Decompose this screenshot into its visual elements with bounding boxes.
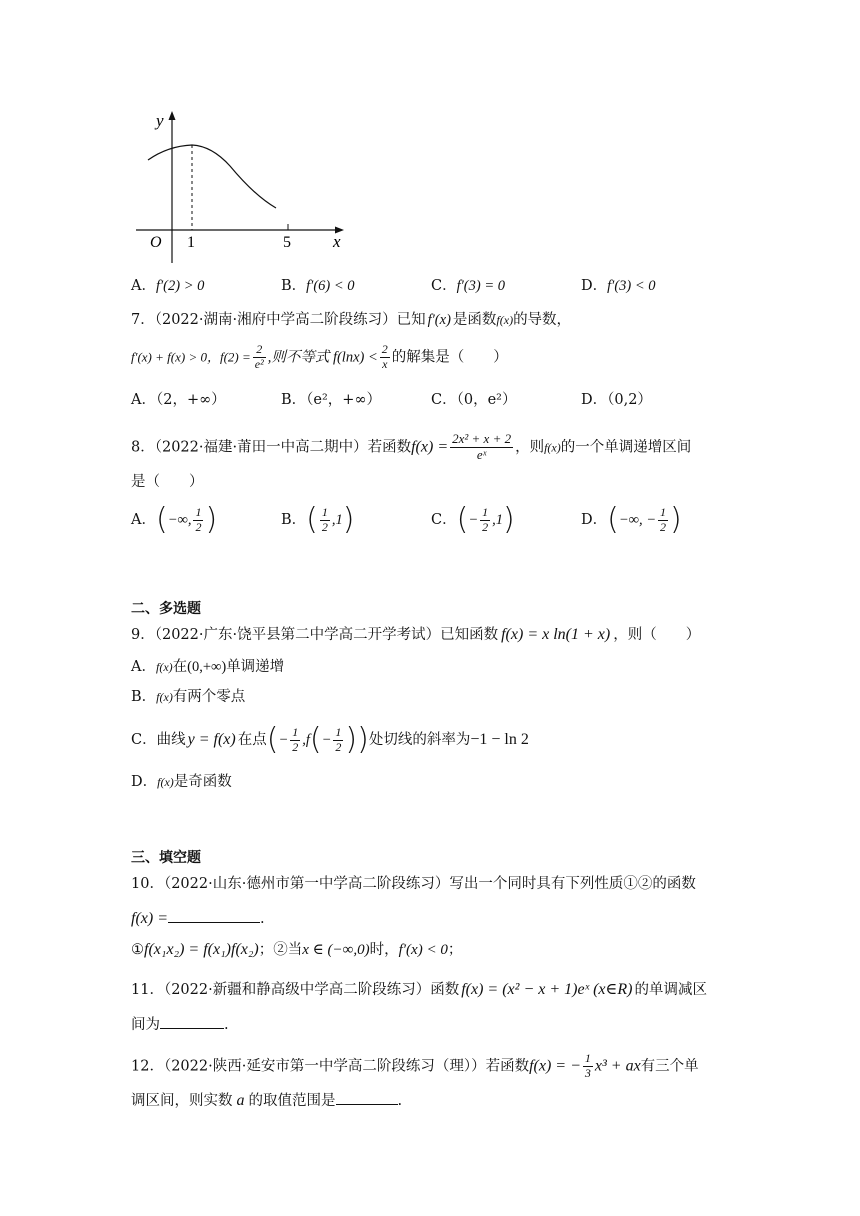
paren-right: ) <box>342 502 355 537</box>
q8-a-den: 2 <box>195 519 202 534</box>
q9-c-frac2 <box>333 726 343 755</box>
q8-a-frac <box>193 506 203 535</box>
q11-number: 11． <box>131 982 164 998</box>
q8-c-left: − <box>468 512 479 528</box>
paren-left: ( <box>266 722 279 757</box>
q9-c-frac1 <box>290 726 300 755</box>
q12-stem-line2 <box>131 1092 402 1109</box>
paren-left: ( <box>155 502 168 537</box>
q10-prop1: f(x₁x₂) = f(x₁)f(x₂) <box>144 941 259 958</box>
q11-tail: 的单调减区 <box>634 982 707 998</box>
q9-tail: ，则（ ） <box>613 627 701 643</box>
q8-c-num: 1 <box>482 504 489 519</box>
paren-left: ( <box>306 502 318 537</box>
paren-left-inner: ( <box>309 722 322 757</box>
tick-1-label: 1 <box>187 234 195 251</box>
q7-stem-line1 <box>131 313 571 328</box>
q12-tail: 有三个单 <box>640 1058 699 1075</box>
q10-prop-sep: ；②当 <box>258 942 303 958</box>
q8-stem-line1 <box>131 432 691 463</box>
q7-cond-den: e² <box>254 356 264 371</box>
q7-number: 7． <box>131 312 155 328</box>
q8-b-den: 2 <box>321 519 328 534</box>
q7-cond-frac <box>253 343 266 372</box>
curve <box>148 145 276 208</box>
q8-source: （2022·福建·莆田一中高二期中）若函数 <box>154 439 412 456</box>
q10-fx: f(x) = <box>131 910 168 927</box>
q9-c-den2: 2 <box>335 739 342 754</box>
q10-prop2-cond: x ∈ (−∞,0) <box>302 942 370 958</box>
q9-c-text1: 曲线 <box>156 732 186 748</box>
q11-end: . <box>224 1017 229 1033</box>
q12-number: 12． <box>131 1058 164 1075</box>
q8-a-num: 1 <box>195 504 202 519</box>
q9-b-expr: f(x) <box>156 690 173 704</box>
q7-fx: f(x) <box>496 313 514 327</box>
q7-cond1: f′(x) + f(x) > 0，f(2) = <box>131 349 251 365</box>
q6-option-d-label: D． <box>581 278 608 294</box>
q9-d-tail: 是奇函数 <box>173 774 232 790</box>
q12-frac <box>583 1052 593 1081</box>
q11-expr: f(x) = (x² − x + 1)eˣ (x∈R) <box>461 981 633 998</box>
q11-source: （2022·新疆和静高级中学高二阶段练习）函数 <box>163 982 460 998</box>
q8-d-frac <box>658 506 668 535</box>
q8-d-left: −∞, − <box>618 512 657 528</box>
q8-fx2: f(x) <box>544 440 561 455</box>
q7-option-a: A．（2，+∞） <box>131 392 226 408</box>
q8-num: 2x² + x + 2 <box>452 431 512 446</box>
q9-c-neg: − <box>278 732 289 748</box>
q12-end: . <box>397 1093 403 1109</box>
q9-expr: f(x) = x ln(1 + x) <box>501 626 611 643</box>
q12-line2b: 的取值范围是 <box>248 1093 336 1109</box>
section-3-heading: 三、填空题 <box>131 850 201 866</box>
q8-stem-line2: 是（ ） <box>131 474 204 490</box>
q8-option-b-label: B． <box>281 512 307 528</box>
q10-properties <box>131 942 462 958</box>
q9-option-d-label: D． <box>131 774 158 790</box>
q9-b-tail: 有两个零点 <box>172 689 246 705</box>
q9-d-expr: f(x) <box>157 775 174 789</box>
q8-b-num: 1 <box>321 504 328 519</box>
paren-right: ) <box>670 502 682 537</box>
q7-ineq-frac <box>380 343 390 372</box>
q9-c-f: ,f <box>302 732 310 748</box>
q9-c-curve: y = f(x) <box>187 731 236 748</box>
q7-option-d: D．（0,2） <box>581 392 652 408</box>
q8-tail: 的一个单调递增区间 <box>560 439 692 456</box>
paren-right-inner: ) <box>345 722 358 757</box>
q7-cond3: 的解集是（ ） <box>391 349 508 366</box>
q10-stem-line2 <box>131 910 265 927</box>
q9-number: 9． <box>131 627 155 643</box>
q8-option-c-label: C． <box>431 512 457 528</box>
q8-after: ，则 <box>515 439 545 456</box>
q8-number: 8． <box>131 439 155 456</box>
q7-end: 的导数， <box>513 312 572 328</box>
q9-source: （2022·广东·饶平县第二中学高二开学考试）已知函数 <box>154 627 499 643</box>
paren-right: ) <box>205 502 218 537</box>
q9-c-num2: 1 <box>335 724 342 739</box>
q8-option-a <box>131 502 218 537</box>
q9-c-neg2: − <box>321 732 332 748</box>
q12-expr-b: x³ + ax <box>594 1057 641 1075</box>
q6-option-b <box>281 279 355 294</box>
paren-right: ) <box>357 722 369 757</box>
y-axis-arrow <box>169 111 176 120</box>
q9-c-num1: 1 <box>292 724 299 739</box>
q6-option-b-expr: f′(6) < 0 <box>306 278 355 294</box>
q6-option-c <box>431 279 505 294</box>
q7-cond2: ,则不等式 f(lnx) < <box>267 349 378 366</box>
q9-c-text2: 在点 <box>237 732 267 748</box>
q8-c-frac <box>480 506 490 535</box>
x-label: x <box>333 232 341 251</box>
q12-frac-num: 1 <box>584 1051 591 1065</box>
function-graph <box>130 108 360 266</box>
q9-a-tail: 单调递增 <box>226 659 285 675</box>
q7-mid: 是函数 <box>452 312 497 328</box>
q9-a-int: (0,+∞) <box>187 659 227 675</box>
q8-den: eˣ <box>476 446 487 462</box>
q11-answer-blank[interactable] <box>160 1016 224 1029</box>
q9-a-expr: f(x) <box>155 660 173 674</box>
q12-expr-a: f(x) = − <box>529 1057 581 1075</box>
q8-a-left: −∞, <box>167 512 192 528</box>
q6-option-d-expr: f′(3) < 0 <box>607 278 656 294</box>
q9-option-a-label: A． <box>131 659 156 675</box>
q9-a-mid: 在 <box>172 659 188 675</box>
q11-line2: 间为 <box>131 1017 160 1033</box>
q11-stem-line1 <box>131 982 707 998</box>
q6-option-a <box>131 279 204 294</box>
q9-option-b <box>131 690 245 705</box>
q8-option-b <box>281 502 355 537</box>
q12-frac-den: 3 <box>584 1065 591 1080</box>
q7-option-b: B．（e²，+∞） <box>281 392 382 408</box>
q8-frac <box>450 432 513 463</box>
q10-source: （2022·山东·德州市第一中学高二阶段练习）写出一个同时具有下列性质①②的函数 <box>163 876 696 892</box>
section-2-heading: 二、多选题 <box>131 601 201 617</box>
q9-option-d <box>131 775 232 790</box>
q8-d-num: 1 <box>660 504 667 519</box>
q10-answer-blank[interactable] <box>168 910 260 923</box>
q8-c-right: ,1 <box>492 512 503 528</box>
origin-label: O <box>150 234 162 251</box>
q10-end: . <box>260 911 265 927</box>
q6-option-c-label: C． <box>431 278 457 294</box>
q10-prop-end: ； <box>447 942 463 958</box>
q12-var: a <box>236 1092 245 1109</box>
q6-option-c-expr: f′(3) = 0 <box>456 278 506 294</box>
q9-option-b-label: B． <box>131 689 157 705</box>
q8-b-frac <box>320 506 330 535</box>
q9-c-den1: 2 <box>292 739 299 754</box>
q9-option-c-label: C． <box>131 732 157 748</box>
paren-right: ) <box>503 502 515 537</box>
q9-option-c <box>131 722 529 757</box>
q7-stem-line2 <box>131 343 508 372</box>
q11-stem-line2 <box>131 1016 229 1033</box>
q12-line2a: 调区间，则实数 <box>131 1093 233 1109</box>
q10-stem-line1 <box>131 877 696 892</box>
q7-ineq-num: 2 <box>381 342 388 356</box>
q8-b-right: ,1 <box>331 512 343 528</box>
q8-option-d <box>581 502 682 537</box>
q8-option-a-label: A． <box>131 512 156 528</box>
q6-option-b-label: B． <box>281 278 307 294</box>
q9-option-a <box>131 660 284 675</box>
q8-fx: f(x) = <box>411 438 449 456</box>
q12-source: （2022·陕西·延安市第一中学高二阶段练习（理））若函数 <box>163 1058 530 1075</box>
q6-option-a-expr: f′(2) > 0 <box>155 278 205 294</box>
q7-fprime: f′(x) <box>427 312 451 328</box>
q9-c-slope: −1 − ln 2 <box>470 731 529 748</box>
q8-d-den: 2 <box>660 519 667 534</box>
q10-number: 10． <box>131 876 164 892</box>
q12-answer-blank[interactable] <box>336 1092 398 1105</box>
q8-option-c <box>431 502 515 537</box>
q8-option-d-label: D． <box>581 512 608 528</box>
q10-prop2-mid: 时， <box>369 942 399 958</box>
q8-c-den: 2 <box>482 519 489 534</box>
q7-ineq-den: x <box>382 356 388 371</box>
paren-left: ( <box>607 502 619 537</box>
tick-5-label: 5 <box>283 234 291 251</box>
q7-source: （2022·湖南·湘府中学高二阶段练习）已知 <box>154 312 426 328</box>
q9-stem <box>131 627 700 643</box>
q6-option-a-label: A． <box>131 278 156 294</box>
q10-prop2: f′(x) < 0 <box>398 942 448 958</box>
q12-stem-line1 <box>131 1052 699 1081</box>
q7-cond-num: 2 <box>253 343 266 358</box>
q9-c-text3: 处切线的斜率为 <box>368 732 471 748</box>
y-label: y <box>156 111 164 130</box>
q7-option-c: C．（0，e²） <box>431 392 517 408</box>
paren-left: ( <box>456 502 469 537</box>
q10-prop1-mark: ① <box>131 942 144 958</box>
q6-option-d <box>581 279 656 294</box>
